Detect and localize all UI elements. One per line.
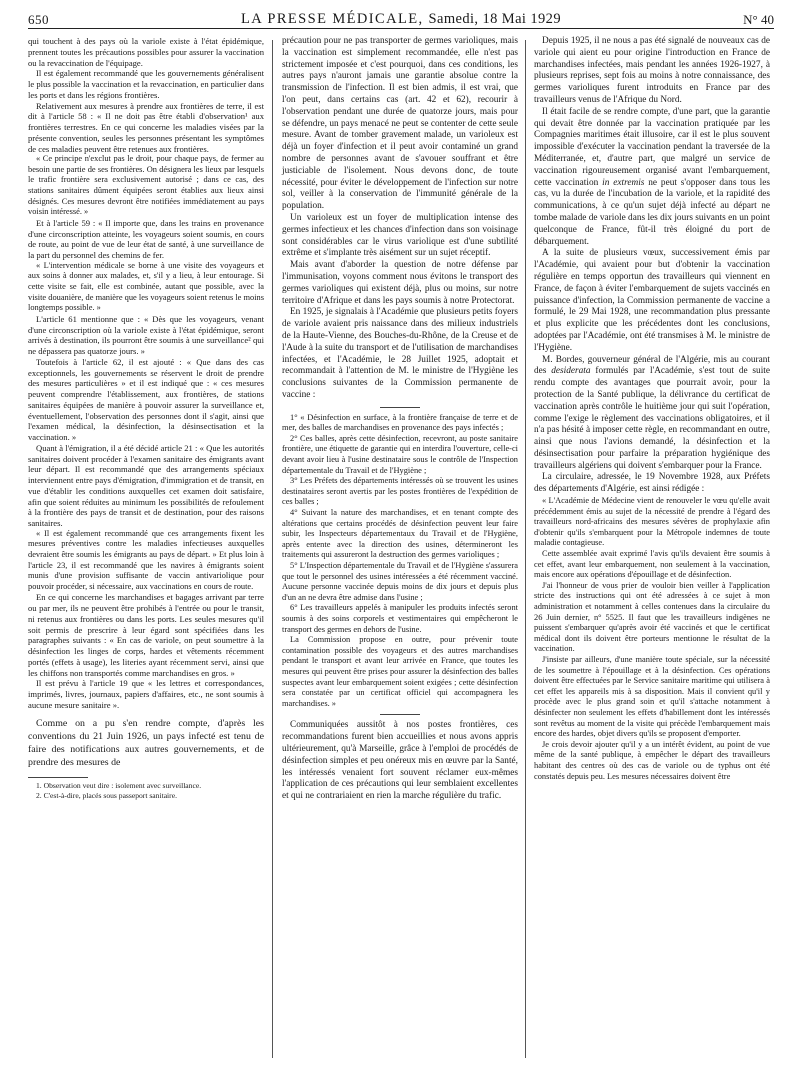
text-run: ne peut s'opposer dans tous les cas, vu la durée de l'incubation de la variole, et la rapidité des communications, à ce qu'un sujet déjà infecté au départ ne tombe malade de variole dans les dix jours suivants en un point quelconque de France, fût-il très éloigné du port de débarquement.	[534, 177, 770, 247]
paragraph: La Commission propose en outre, pour prévenir toute contamination possible des voyageurs et des autres marchandises pendant le transport et avant leur arrivée en France, que toutes les mesures qui peuvent être prises pour assurer la désinfection des balles suspectes avant leur embarquement soient exigées ; cette désinfection sera constatée par un certificat officiel qui accompagnera les marchandises. »	[282, 635, 518, 708]
page-number: 650	[28, 12, 49, 27]
column-2	[282, 36, 518, 803]
column-1	[28, 36, 264, 800]
quoted-paragraph: Cette assemblée avait exprimé l'avis qu'ils devaient être soumis à cet effet, avant leur embarquement, non seulement à la vaccination, mais encore aux opérations d'épouillage et de désinfection.	[534, 549, 770, 580]
list-item: 1° « Désinfection en surface, à la frontière française de terre et de mer, des balles de marchandises en provenance des pays infectés ;	[282, 412, 518, 433]
separator	[380, 407, 420, 408]
quoted-paragraph: J'ai l'honneur de vous prier de vouloir bien veiller à l'application stricte des instructions qui ont été adressées à ce sujet à mon administration et notamment à celles contenues dans la circulaire du 26 Juin dernier, n° 5525. Il faut que les travailleurs indigènes ne puissent s'embarquer qu'après avoir été vaccinés et que le certificat médical dont ils doivent être porteurs mentionne le résultat de la vaccination.	[534, 580, 770, 654]
page-header	[28, 6, 774, 36]
text-run: formulés par l'Académie, s'est tout de suite rendu compte des avantages que pourrait avoir, pour la protection de la Santé publique, la délivrance du certificat de vaccination après contrôle le huitième jour qui suit l'opération, comme l'exige le règlement des vaccinations obligatoires, et il n'a pas hésité à imposer cette règle, en recommandant en outre, ainsi que nous l'avions demandé, la désinfection et la désinsectisation pour parfaire la préparation hygiénique des travailleurs algériens qui doivent s'embarquer pour la France.	[534, 366, 770, 471]
column-divider	[525, 40, 526, 1058]
paragraph: « Ce principe n'exclut pas le droit, pour chaque pays, de fermer au besoin une partie de ses frontières. On désignera les lieux par lesquels le trafic frontière sera exclusivement autorisé ; dans ce cas, des stations sanitaires dûment équipées seront établies aux lieux ainsi désignés. Ces mesures devront être notifiées immédiatement au pays voisin intéressé. »	[28, 154, 264, 217]
paragraph: Et à l'article 59 : « Il importe que, dans les trains en provenance d'une circonscription atteinte, les voyageurs soient soumis, en cours de route, au point de vue de leur état de santé, à une surveillance de la part du personnel des chemins de fer.	[28, 217, 264, 261]
paragraph: A la suite de plusieurs vœux, successivement émis par l'Académie, qui avaient pour but d'obtenir la vaccination régulière en temps opportun des travailleurs qui viennent en France, de façon à éviter l'embarquement de sujets vaccinés en puissance d'infection, la Commission permanente de vaccine a formulé, le 29 Mai 1928, une recommandation plus pressante et plus explicite que les précédentes dont les conclusions, adoptées par l'Académie, ont été transmises à M. le ministre de l'Hygiène.	[534, 248, 770, 353]
journal-name: LA PRESSE MÉDICALE,	[241, 11, 424, 27]
paragraph: En ce qui concerne les marchandises et bagages arrivant par terre ou par mer, ils ne peuvent être prohibés à l'entrée ou pour le transit, ni retenus aux frontières ou dans les ports. Les seules mesures qu'il soit permis de prescrire à leur égard sont spécifiées dans les paragraphes suivants : « En cas de variole, on peut soumettre à la désinfection les linges de corps, hardes et vêtements récemment portés (effets à usage), les literies ayant récemment servi, ainsi que les chiffons non transportés comme marchandises en gros. »	[28, 592, 264, 678]
paragraph: La circulaire, adressée, le 19 Novembre 1928, aux Préfets des départements d'Algérie, est ainsi rédigée :	[534, 472, 770, 495]
separator	[380, 714, 420, 715]
column-3	[534, 36, 770, 782]
quoted-paragraph: « L'Académie de Médecine vient de renouveler le vœu qu'elle avait précédemment émis au sujet de la nécessité de prendre à l'égard des travailleurs nord-africains des mesures sévères de prophylaxie afin d'obtenir qu'ils s'embarquent pour la Métropole indemnes de toute maladie contagieuse.	[534, 496, 770, 548]
issue-date: Samedi, 18 Mai 1929	[428, 11, 561, 27]
paragraph: Quant à l'émigration, il a été décidé article 21 : « Que les autorités sanitaires doivent procéder à l'examen sanitaire des émigrants avant leur départ. Il est recommandé que des arrangements spéciaux interviennent entre pays d'émigration, d'immigration et de transit, en vue d'établir les conditions auxquelles cet examen doit satisfaire, afin que soient réduites au minimum les possibilités de refoulement à la frontière des pays de transit et de destination, pour des raisons sanitaires.	[28, 442, 264, 529]
paragraph: Comme on a pu s'en rendre compte, d'après les conventions du 21 Juin 1926, un pays infecté est tenu de faire des notifications aux autres gouvernements, et de prendre des mesures de	[28, 717, 264, 769]
paragraph: Il est également recommandé que les gouvernements généralisent le plus possible la vaccination et la revaccination, en particulier dans les ports et dans les régions frontières.	[28, 68, 265, 100]
italic-term: in extremis	[602, 177, 645, 188]
header-rule	[28, 28, 774, 29]
quoted-paragraph: J'insiste par ailleurs, d'une manière toute spéciale, sur la nécessité de les soumettre à l'épouillage et à la désinfection. Ces opérations doivent être effectuées par le Service sanitaire maritime qui utilisera à cet effet les appareils mis à sa disposition. Mais il convient qu'il y procède avec le plus grand soin et qu'il s'attache notamment à désinfecter non seulement les effets d'habillement dont les intéressés sont revêtus au moment de la visite qui précède l'embarquement mais encore des hardes, objet divers qu'ils se proposent d'emporter.	[534, 654, 770, 739]
list-item: 2° Ces balles, après cette désinfection, recevront, au poste sanitaire frontière, une étiquette de garantie qui en interdira l'ouverture, celle-ci devant avoir lieu à l'usine destinataire sous le contrôle de l'Inspection départementale du Travail et de l'Hygiène ;	[282, 433, 518, 475]
quoted-paragraph: Je crois devoir ajouter qu'il y a un intérêt évident, au point de vue même de la santé publique, à empêcher le départ des travailleurs habitant des centres où des cas de variole ou de typhus ont été constatés depuis peu. Les mesures nécessaires doivent être	[534, 739, 770, 781]
paragraph	[534, 355, 770, 473]
paragraph: « L'intervention médicale se borne à une visite des voyageurs et aux soins à donner aux malades, et, s'il y a lieu, à leur entourage. Si cette visite se fait, elle est combinée, autant que possible, avec la visite douanière, de manière que les voyageurs soient retenus le moins longtemps possible. »	[28, 260, 264, 313]
paragraph: En 1925, je signalais à l'Académie que plusieurs petits foyers de variole avaient pris naissance dans des milieux industriels de la Haute-Vienne, des Bouches-du-Rhône, de la Creuse et de l'Aude à la suite du transport et de l'utilisation de marchandises infectées, et l'Académie, le 28 Juillet 1925, adoptait et recommandait à l'attention de M. le ministre de l'Hygiène les conclusions suivantes de la Commission permanente de vaccine :	[282, 307, 518, 400]
paragraph: Un varioleux est un foyer de multiplication intense des germes infectieux et les chances d'infection dans son voisinage sont considérables car le virus variolique est d'une subtilité extrême et s'implante très aisément sur un sujet réceptif.	[282, 212, 518, 259]
issue-number: N° 40	[743, 12, 774, 27]
text-run: Il était facile de se rendre compte, d'une part, que la garantie qui devait être donnée par la vaccination pratiquée par les Compagnies maritimes était illusoire, car il est le plus souvent impossible d'exécuter la vaccination pendant la traversée de la Méditerranée, et, d'autre part, que malgré un service de vaccination rigoureusement organisé avant l'embarquement, cette vaccination	[534, 106, 770, 188]
italic-term: desiderata	[551, 366, 591, 377]
paragraph: Relativement aux mesures à prendre aux frontières de terre, il est dit à l'article 58 : « Il ne doit pas être établi d'observation¹ aux frontières terrestres. En ce qui concerne les maladies visées par la présente convention, seules les personnes présentant les symptômes de ces maladies peuvent être retenues aux frontières.	[28, 100, 264, 154]
paragraph: Mais avant d'aborder la question de notre défense par l'immunisation, voyons comment nous évitons le transport des germes varioliques qui existent déjà, plus ou moins, sur notre territoire d'Afrique et dans les pays soumis à notre Protectorat.	[282, 260, 518, 306]
paragraph: Toutefois à l'article 62, il est ajouté : « Que dans des cas exceptionnels, les gouvernements se réservent le droit de prendre des mesures particulières » et il est indiqué que : « ces mesures peuvent comprendre l'établissement, aux frontières, de stations sanitaires équipées de manière à pouvoir assurer la surveillance et, éventuellement, l'observation des personnes dont il s'agit, ainsi que l'examen médical, la désinfection, la désinsectisation et la vaccination. »	[28, 356, 264, 443]
paragraph: précaution pour ne pas transporter de germes varioliques, mais la vaccination est simplement recommandée, elle n'est pas strictement imposée et c'est pourquoi, dans ces conditions, les autres pays n'auront jamais une garantie absolue contre la transmission de l'infection. Il est bien admis, il est vrai, que l'on peut, dans certains cas (art. 42 et 62), recourir à l'observation pendant une durée de quatorze jours, mais pour se défendre, un pays menacé ne peut se contenter de cette seule mesure. Avant de tomber gravement malade, un varioleux est déjà un foyer d'infection et il peut avoir contaminé un grand nombre de personnes avant de s'avouer souffrant et être justiciable de l'isolement. Nous devons donc, de toute nécessité, pour éviter le développement de l'infection sur notre sol, veiller à la conservation de l'immunité générale de la population.	[282, 36, 518, 212]
column-divider	[272, 40, 273, 1058]
paragraph: Depuis 1925, il ne nous a pas été signalé de nouveaux cas de variole qui aient eu pour origine l'introduction en France de marchandises infectées, mais pendant les années 1926-1927, à plusieurs reprises, sept fois au moins à notre connaissance, des germes varioliques furent introduits en France par des travailleurs venus de l'Afrique du Nord.	[534, 36, 770, 105]
list-item: 5° L'Inspection départementale du Travail et de l'Hygiène s'assurera que tout le personnel des usines intéressées a été récemment vacciné. Aucune personne vaccinée depuis moins de dix jours et depuis plus d'un an ne devra être admise dans l'usine ;	[282, 561, 518, 602]
paragraph	[534, 107, 770, 249]
footnote: 1. Observation veut dire : isolement avec surveillance.	[36, 781, 202, 791]
footnote: 2. C'est-à-dire, placés sous passeport sanitaire.	[36, 790, 177, 800]
paragraph: qui touchent à des pays où la variole existe à l'état épidémique, prennent toutes les précautions possibles pour assurer la vaccination ou la revaccination de l'équipage.	[28, 36, 264, 68]
paragraph: « Il est également recommandé que ces arrangements fixent les mesures préventives contre les maladies infectieuses auxquelles devraient être soumis les émigrants au pays de départ. » Et plus loin à l'article 23, il est recommandé que les navires à émigrants soient munis d'une provision suffisante de vaccin antivariolique pour pouvoir procéder, si nécessaire, aux vaccinations en cours de route.	[28, 528, 264, 591]
running-title	[28, 11, 774, 28]
paragraph: Il est prévu à l'article 19 que « les lettres et correspondances, imprimés, livres, journaux, papiers d'affaires, etc., ne sont soumis à aucune mesure sanitaire ».	[28, 678, 264, 710]
list-item: 6° Les travailleurs appelés à manipuler les produits infectés seront soumis à des soins corporels et vestimentaires qui empêcheront le transport des germes en dehors de l'usine.	[282, 603, 518, 634]
paragraph: Communiquées aussitôt à nos postes frontières, ces recommandations furent bien accueillies et nous avons appris ultérieurement, qu'à Marseille, grâce à l'emploi de procédés de désinfection simples et peu onéreux mis en œuvre par la Santé, les intéressés venaient fort souvent réclamer eux-mêmes l'application de ces précautions qui leur semblaient excellentes et qui ne contrariaient en rien la marche régulière du trafic.	[282, 720, 518, 802]
paragraph: L'article 61 mentionne que : « Dès que les voyageurs, venant d'une circonscription où la variole existe à l'état épidémique, seront arrivés à destination, ils pourront être soumis à une surveillance² qui ne dépassera pas quatorze jours. »	[28, 313, 264, 357]
list-item: 3° Les Préfets des départements intéressés où se trouvent les usines destinataires seront avertis par les postes frontières de l'expédition de ces balles ;	[282, 476, 518, 507]
list-item: 4° Suivant la nature des marchandises, et en tenant compte des altérations que certains procédés de désinfection peuvent leur faire subir, les Inspecteurs départementaux du Travail et de l'Hygiène, après entente avec la direction des usines, détermineront les traitements qui assureront la destruction des germes varioliques ;	[282, 508, 518, 560]
text-run: M. Bordes, gouverneur général de l'Algérie, mis au courant des	[534, 354, 770, 377]
footnote-rule	[28, 777, 88, 778]
